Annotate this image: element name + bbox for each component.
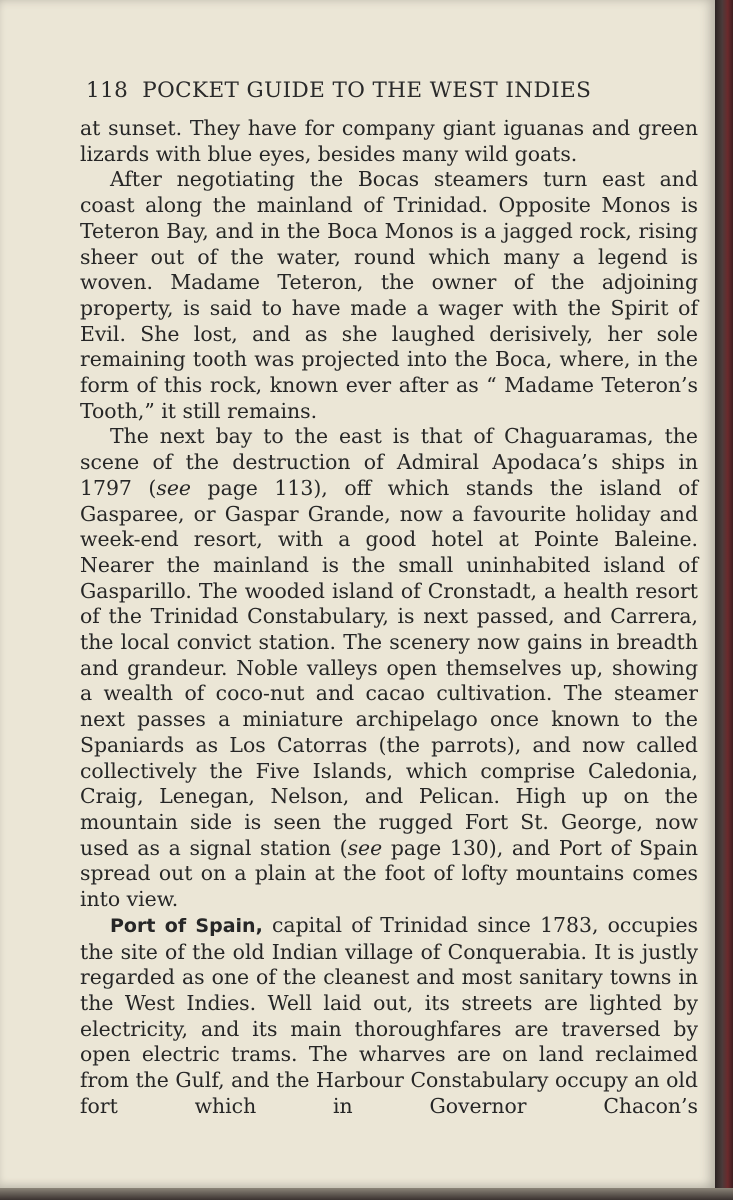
text-run: capital of Trinidad since 1783, occupies the site of the old Indian village of Conquerabia. It is justly regarded as one of the cleanest and most sanitary towns in the West Indies. Well laid out, its streets are lighted by electricity, and its main thoroughfares are traversed by open electric trams. The wharves are on land reclaimed from the Gulf, and the Harbour Constabulary occupy an old fort which in Governor Chacon’s (80, 912, 698, 1118)
page-bottom-edge (0, 1188, 733, 1200)
text-run: page 130), and Port of Spain spread out on a plain at the foot of lofty mountains comes into view. (80, 835, 698, 912)
see-reference: see (347, 835, 383, 860)
paragraph-chaguaramas (80, 424, 698, 912)
body-text (80, 116, 698, 1119)
section-heading: Port of Spain, (110, 914, 263, 937)
paragraph-port-of-spain (80, 913, 698, 1120)
text-run: page 113), off which stands the island of Gasparee, or Gaspar Grande, now a favourite holiday and week-end resort, with a good hotel at Pointe Baleine. Nearer the mainland is the small uninhabited island of Gasparillo. The wooded island of Cronstadt, a health resort of the Trinidad Constabulary, is next passed, and Carrera, the local convict station. The scenery now gains in breadth and grandeur. Noble valleys open themselves up, showing a wealth of coco-nut and cacao cultivation. The steamer next passes a miniature archipelago once known to the Spaniards as Los Catorras (the parrots), and now called collectively the Five Islands, which comprise Caledonia, Craig, Lenegan, Nelson, and Pelican. High up on the mountain side is seen the rugged Fort St. George, now used as a signal station ( (80, 475, 698, 860)
running-head (86, 78, 651, 103)
running-title: POCKET GUIDE TO THE WEST INDIES (142, 78, 592, 103)
book-cover-edge (715, 0, 733, 1200)
see-reference: see (156, 475, 191, 500)
text-run: The next bay to the east is that of Chaguaramas, the scene of the destruction of Admiral Apodaca’s ships in 1797 ( (80, 424, 698, 500)
page-number: 118 (86, 78, 129, 103)
paragraph-continuation: at sunset. They have for company giant iguanas and green lizards with blue eyes, besides many wild goats. (80, 116, 698, 166)
paragraph-bocas: After negotiating the Bocas steamers turn east and coast along the mainland of Trinidad. Opposite Monos is Teteron Bay, and in the Boca Monos is a jagged rock, rising sheer out of the water, round which many a legend is woven. Madame Teteron, the owner of the adjoining property, is said to have made a wager with the Spirit of Evil. She lost, and as she laughed derisively, her sole remaining tooth was projected into the Boca, where, in the form of this rock, known ever after as “ Madame Teteron’s Tooth,” it still remains. (80, 167, 698, 423)
